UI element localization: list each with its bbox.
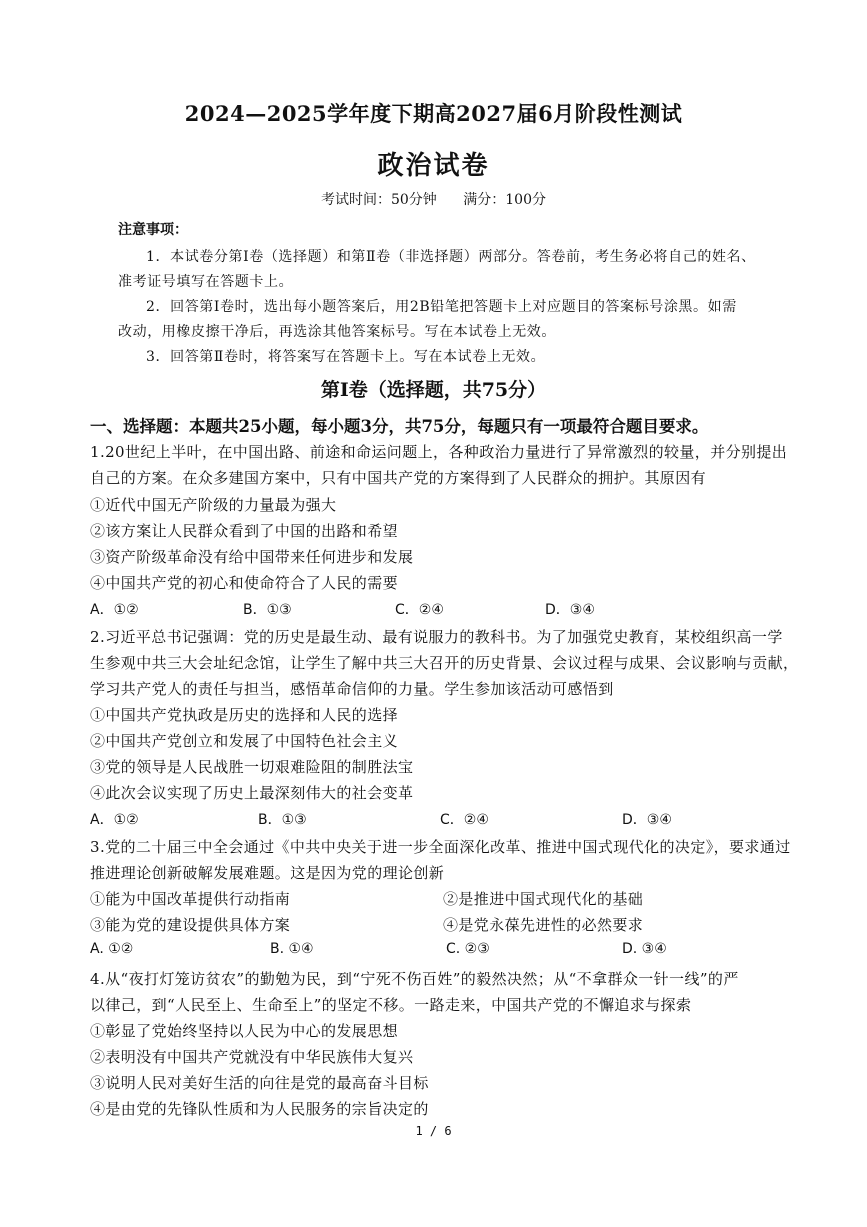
notes-title: 注意事项：	[118, 222, 188, 238]
exam-time: 考试时间：50分钟	[320, 192, 437, 208]
question-2-stem: 2.习近平总书记强调：党的历史是最生动、最有说服力的教科书。为了加强党史教育，某校组织高一学	[90, 628, 783, 646]
note-line: 2．回答第Ⅰ卷时，选出每小题答案后，用2B铅笔把答题卡上对应题目的答案标号涂黑。如需	[146, 299, 737, 315]
question-4-stem: 以律己，到“人民至上、生命至上”的坚定不移。一路走来，中国共产党的不懈追求与探索	[90, 996, 692, 1014]
exam-meta	[0, 189, 867, 209]
full-score: 满分：100分	[463, 192, 546, 208]
question-2-item: ③党的领导是人民战胜一切艰难险阻的制胜法宝	[90, 758, 414, 776]
question-2-stem: 学习共产党人的责任与担当，感悟革命信仰的力量。学生参加该活动可感悟到	[90, 680, 614, 698]
question-3-item: ②是推进中国式现代化的基础	[443, 890, 644, 908]
note-line: 1．本试卷分第Ⅰ卷（选择题）和第Ⅱ卷（非选择题）两部分。答卷前，考生务必将自己的姓名、	[146, 249, 756, 265]
question-1-stem: 1.20世纪上半叶，在中国出路、前途和命运问题上，各种政治力量进行了异常激烈的较量，并分别提出	[90, 443, 788, 461]
question-1-item: ②该方案让人民群众看到了中国的出路和希望	[90, 522, 399, 540]
question-1-item: ③资产阶级革命没有给中国带来任何进步和发展	[90, 548, 414, 566]
question-3-stem: 推进理论创新破解发展难题。这是因为党的理论创新	[90, 864, 445, 882]
question-3-item: ④是党永葆先进性的必然要求	[443, 916, 644, 934]
question-3-option-b: B. ①④	[270, 941, 314, 957]
question-1-option-a: A．①②	[90, 602, 139, 618]
question-4-item: ①彰显了党始终坚持以人民为中心的发展思想	[90, 1022, 399, 1040]
question-1-stem: 自己的方案。在众多建国方案中，只有中国共产党的方案得到了人民群众的拥护。其原因有	[90, 469, 707, 487]
question-3-item: ①能为中国改革提供行动指南	[90, 890, 291, 908]
question-2-stem: 生参观中共三大会址纪念馆，让学生了解中共三大召开的历史背景、会议过程与成果、会议影响与贡献，	[90, 654, 799, 672]
question-3-item: ③能为党的建设提供具体方案	[90, 916, 291, 934]
question-1-item: ④中国共产党的初心和使命符合了人民的需要	[90, 574, 399, 592]
page-number: 1 / 6	[415, 1124, 452, 1138]
question-2-item: ④此次会议实现了历史上最深刻伟大的社会变革	[90, 784, 414, 802]
section-title: 第Ⅰ卷（选择题，共75分）	[320, 379, 547, 401]
question-2-option-b: B．①③	[258, 812, 307, 828]
subject-title: 政治试卷	[377, 151, 490, 181]
question-2-option-c: C．②④	[440, 812, 489, 828]
question-2-option-d: D．③④	[622, 812, 672, 828]
question-1-option-c: C．②④	[395, 602, 444, 618]
question-1-item: ①近代中国无产阶级的力量最为强大	[90, 496, 337, 514]
question-4-item: ②表明没有中国共产党就没有中华民族伟大复兴	[90, 1048, 414, 1066]
question-3-option-d: D. ③④	[622, 941, 667, 957]
question-3-option-c: C. ②③	[446, 941, 490, 957]
question-1-option-d: D．③④	[545, 602, 595, 618]
question-2-item: ②中国共产党创立和发展了中国特色社会主义	[90, 732, 399, 750]
note-line: 改动，用橡皮擦干净后，再选涂其他答案标号。写在本试卷上无效。	[118, 324, 556, 340]
note-line: 准考证号填写在答题卡上。	[118, 274, 294, 290]
question-4-item: ④是由党的先锋队性质和为人民服务的宗旨决定的	[90, 1100, 429, 1118]
part-title: 一、选择题：本题共25小题，每小题3分，共75分，每题只有一项最符合题目要求。	[90, 417, 709, 436]
question-2-option-a: A．①②	[90, 812, 139, 828]
question-2-item: ①中国共产党执政是历史的选择和人民的选择	[90, 706, 399, 724]
question-3-option-a: A. ①②	[90, 941, 134, 957]
question-4-stem: 4.从“夜打灯笼访贫农”的勤勉为民，到“宁死不伤百姓”的毅然决然；从“不拿群众一针一线”的严	[90, 970, 739, 988]
note-line: 3．回答第Ⅱ卷时，将答案写在答题卡上。写在本试卷上无效。	[146, 349, 546, 365]
question-1-option-b: B．①③	[243, 602, 292, 618]
question-4-item: ③说明人民对美好生活的向往是党的最高奋斗目标	[90, 1074, 429, 1092]
exam-title: 2024—2025学年度下期高2027届6月阶段性测试	[184, 101, 683, 126]
question-3-stem: 3.党的二十届三中全会通过《中共中央关于进一步全面深化改革、推进中国式现代化的决定》，要求通过	[90, 838, 791, 856]
